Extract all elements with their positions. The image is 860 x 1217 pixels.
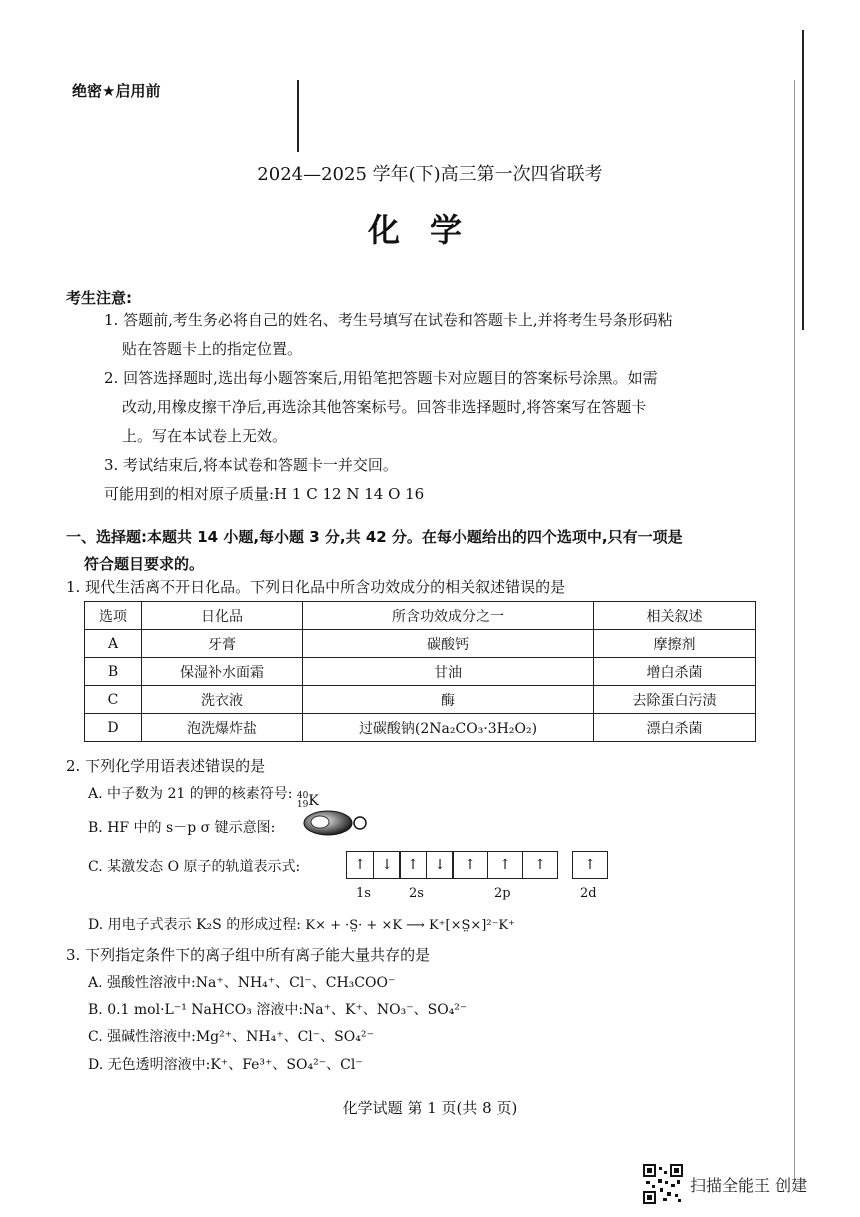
orbital-label-1s: 1s [356, 886, 371, 901]
page-footer: 化学试题 第 1 页(共 8 页) [342, 1099, 518, 1117]
scanner-watermark: 扫描全能王 创建 [690, 1176, 808, 1195]
table-row: A 牙膏 碳酸钙 摩擦剂 [85, 630, 756, 658]
orbital-box-2p: ↑ ↑ ↑ [452, 851, 558, 879]
table-header-row: 选项 日化品 所含功效成分之一 相关叙述 [85, 602, 756, 630]
notice-heading: 考生注意: [66, 289, 132, 307]
section-heading: 一、选择题:本题共 14 小题,每小题 3 分,共 42 分。在每小题给出的四个选项中,只有一项是 符合题目要求的。 [66, 528, 683, 573]
question-2-stem: 2. 下列化学用语表述错误的是 [66, 757, 266, 775]
notice-item-1: 1. 答题前,考生务必将自己的姓名、考生号填写在试卷和答题卡上,并将考生号条形码粘 贴在答题卡上的指定位置。 2. 回答选择题时,选出每小题答案后,用铅笔把答题卡对应题目的答案标号涂黑。如需 改动,用橡皮擦干净后,再选涂其他答案标号。回答非选择题时,将答案写在答题卡 上。写在本试卷上无效。 3. 考试结束后,将本试卷和答题卡一并交回。 可能用到的相对原子质量:H 1 C 12 N 14 O 16 [104, 311, 673, 503]
question-1-table [84, 601, 756, 742]
question-2-option-d: D. 用电子式表示 K₂S 的形成过程: K× + ·S̤· + ×K ⟶ K⁺[×S̤×]²⁻K⁺ [88, 917, 516, 933]
exam-title: 2024—2025 学年(下)高三第一次四省联考 [257, 164, 603, 185]
qr-code-icon [643, 1164, 683, 1204]
table-row: D 泡洗爆炸盐 过碳酸钠(2Na₂CO₃·3H₂O₂) 漂白杀菌 [85, 714, 756, 742]
question-2-option-c: C. 某激发态 O 原子的轨道表示式: [88, 859, 301, 875]
table-row: C 洗衣液 酶 去除蛋白污渍 [85, 686, 756, 714]
question-2-option-a: A. 中子数为 21 的钾的核素符号: 40 19 K [88, 786, 319, 810]
secret-label: 绝密★启用前 [72, 82, 161, 100]
question-3-option-a: A. 强酸性溶液中:Na⁺、NH₄⁺、Cl⁻、CH₃COO⁻ [88, 975, 396, 991]
nuclide-symbol: 40 19 K [296, 791, 319, 810]
question-3-option-d: D. 无色透明溶液中:K⁺、Fe³⁺、SO₄²⁻、Cl⁻ [88, 1057, 363, 1073]
electron-formula: K× + ·S̤· + ×K ⟶ K⁺[×S̤×]²⁻K⁺ [305, 918, 516, 933]
question-3-option-b: B. 0.1 mol·L⁻¹ NaHCO₃ 溶液中:Na⁺、K⁺、NO₃⁻、SO₄²⁻ [88, 1002, 468, 1018]
table-row: B 保湿补水面霜 甘油 增白杀菌 [85, 658, 756, 686]
orbital-box-2d: ↑ [572, 851, 608, 879]
orbital-label-2p: 2p [494, 886, 511, 901]
question-3-option-c: C. 强碱性溶液中:Mg²⁺、NH₄⁺、Cl⁻、SO₄²⁻ [88, 1029, 374, 1045]
binding-line-left [297, 80, 299, 152]
orbital-label-2s: 2s [409, 886, 424, 901]
orbital-overlap-icon [300, 808, 372, 838]
orbital-box-2s: ↑ ↓ [399, 851, 454, 879]
subject-title: 化学 [367, 211, 492, 249]
question-3-stem: 3. 下列指定条件下的离子组中所有离子能大量共存的是 [66, 946, 431, 964]
question-1-stem: 1. 现代生活离不开日化品。下列日化品中所含功效成分的相关叙述错误的是 [66, 578, 566, 596]
orbital-box-1s: ↑ ↓ [346, 851, 401, 879]
orbital-label-2d: 2d [580, 886, 597, 901]
question-2-option-b: B. HF 中的 s－p σ 键示意图: [88, 820, 276, 836]
